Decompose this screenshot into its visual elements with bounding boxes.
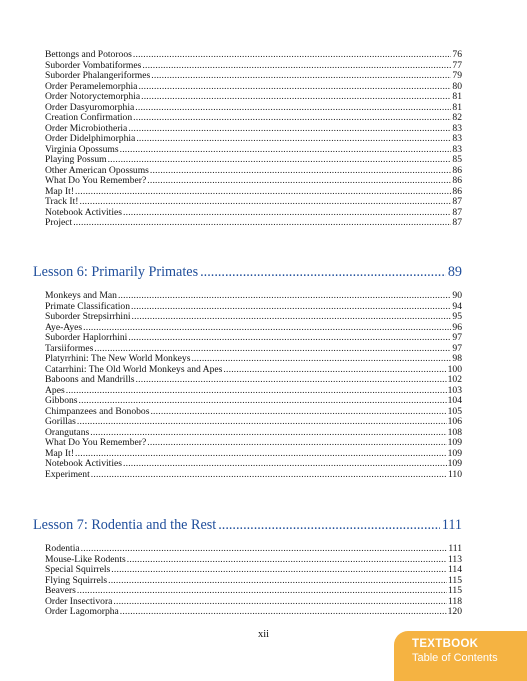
- toc-entry: [45, 576, 462, 587]
- page-folio: xii: [257, 629, 270, 640]
- tag-line-2: Table of Contents: [412, 652, 498, 664]
- toc-entry-title: Order Notoryctemorphia: [45, 91, 141, 102]
- dot-leader: [200, 263, 446, 281]
- toc-entry: [45, 176, 462, 187]
- lesson-title: Lesson 7: Rodentia and the Rest: [33, 517, 217, 533]
- toc-entry-title: Order Lagomorpha: [45, 606, 119, 617]
- toc-entry-page: 83: [452, 122, 462, 134]
- dot-leader: [138, 82, 451, 93]
- toc-block-lesson-7: [45, 544, 462, 618]
- toc-entry-title: Project: [45, 217, 73, 228]
- dot-leader: [128, 333, 451, 344]
- dot-leader: [123, 208, 451, 219]
- dot-leader: [81, 544, 448, 555]
- dot-leader: [133, 50, 452, 61]
- toc-entry-title: Suborder Phalangeriformes: [45, 70, 151, 81]
- toc-entry-page: 85: [452, 154, 462, 165]
- dot-leader: [120, 607, 447, 618]
- toc-entry-page: 109: [447, 458, 462, 469]
- dot-leader: [136, 375, 447, 386]
- toc-entry-page: 76: [452, 49, 462, 60]
- toc-entry: [45, 375, 462, 386]
- toc-entry-title: Creation Confirmation: [45, 112, 133, 123]
- toc-entry: [45, 291, 462, 302]
- toc-entry-page: 81: [452, 91, 462, 102]
- toc-entry-title: Experiment: [45, 468, 90, 480]
- dot-leader: [77, 417, 447, 428]
- toc-entry-title: Notebook Activities: [45, 206, 123, 218]
- dot-leader: [66, 386, 447, 397]
- toc-entry-title: Suborder Vombatiformes: [45, 59, 142, 71]
- toc-entry-page: 96: [452, 321, 462, 333]
- toc-entry-title: Order Dasyuromorphia: [45, 101, 135, 113]
- toc-entry-page: 118: [447, 595, 462, 607]
- toc-entry: [45, 544, 462, 555]
- toc-entry: [45, 565, 462, 576]
- dot-leader: [128, 124, 451, 135]
- dot-leader: [123, 459, 447, 470]
- dot-leader: [223, 365, 446, 376]
- toc-entry: [45, 459, 462, 470]
- dot-leader: [108, 576, 447, 587]
- toc-entry-page: 110: [447, 468, 462, 480]
- dot-leader: [191, 354, 451, 365]
- toc-entry-title: Order Peramelemorphia: [45, 80, 138, 92]
- tag-line-1: TEXTBOOK: [412, 638, 479, 650]
- toc-entry-title: Order Microbiotheria: [45, 122, 128, 134]
- dot-leader: [73, 218, 451, 229]
- toc-entry: [45, 470, 462, 481]
- toc-entry-page: 86: [452, 164, 462, 176]
- toc-entry-title: Order Didelphimorphia: [45, 133, 136, 144]
- toc-entry-page: 111: [448, 543, 462, 554]
- toc-entry: [45, 155, 462, 166]
- toc-entry: [45, 92, 462, 103]
- toc-entry-page: 102: [447, 374, 462, 385]
- toc-entry: [45, 145, 462, 156]
- toc-entry: [45, 396, 462, 407]
- toc-entry-page: 120: [447, 606, 462, 617]
- dot-leader: [147, 176, 451, 187]
- dot-leader: [132, 312, 452, 323]
- toc-entry-title: Track It!: [45, 196, 79, 207]
- toc-entry-title: Apes: [45, 384, 65, 396]
- toc-entry-page: 82: [452, 112, 462, 123]
- toc-entry-page: 80: [452, 80, 462, 92]
- dot-leader: [111, 565, 447, 576]
- toc-entry: [45, 312, 462, 323]
- toc-entry-title: Map It!: [45, 185, 75, 197]
- dot-leader: [135, 103, 451, 114]
- toc-entry: [45, 407, 462, 418]
- dot-leader: [142, 61, 451, 72]
- dot-leader: [147, 438, 446, 449]
- toc-entry-page: 83: [452, 133, 462, 144]
- toc-entry-title: Monkeys and Man: [45, 290, 117, 301]
- lesson-page-number: 89: [447, 264, 462, 280]
- toc-entry-title: Beavers: [45, 585, 76, 596]
- toc-entry-page: 97: [452, 332, 462, 343]
- toc-entry-page: 97: [452, 342, 462, 354]
- toc-entry-title: Gibbons: [45, 395, 78, 406]
- dot-leader: [118, 291, 451, 302]
- toc-entry-page: 94: [452, 300, 462, 312]
- lesson-page-number: 111: [441, 517, 462, 533]
- toc-entry-page: 108: [447, 426, 462, 438]
- toc-entry-title: Playing Possum: [45, 154, 107, 165]
- toc-entry-page: 113: [447, 553, 462, 565]
- dot-leader: [150, 407, 446, 418]
- toc-entry: [45, 197, 462, 208]
- toc-entry-title: What Do You Remember?: [45, 437, 147, 448]
- dot-leader: [150, 166, 451, 177]
- toc-entry-title: What Do You Remember?: [45, 175, 147, 186]
- dot-leader: [79, 197, 451, 208]
- toc-entry-page: 106: [447, 416, 462, 427]
- toc-entry: [45, 187, 462, 198]
- toc-entry-page: 109: [447, 447, 462, 459]
- lesson-6-heading: [33, 263, 462, 281]
- toc-entry-page: 109: [447, 437, 462, 448]
- toc-entry-title: Suborder Haplorrhini: [45, 332, 128, 343]
- dot-leader: [77, 586, 447, 597]
- toc-entry-title: Rodentia: [45, 543, 80, 554]
- toc-entry: [45, 386, 462, 397]
- dot-leader: [218, 516, 440, 534]
- textbook-toc-tag: [394, 631, 527, 681]
- toc-entry-page: 103: [447, 384, 462, 396]
- toc-entry-title: Tarsiiformes: [45, 342, 94, 354]
- toc-entry-page: 86: [452, 175, 462, 186]
- toc-entry-page: 98: [452, 353, 462, 364]
- toc-entry-title: Map It!: [45, 447, 75, 459]
- toc-entry: [45, 208, 462, 219]
- toc-entry-title: Mouse-Like Rodents: [45, 553, 126, 565]
- toc-entry: [45, 50, 462, 61]
- toc-entry-page: 114: [447, 564, 462, 575]
- dot-leader: [151, 71, 451, 82]
- toc-entry-title: Other American Opossums: [45, 164, 149, 176]
- toc-entry-page: 90: [452, 290, 462, 301]
- dot-leader: [131, 302, 451, 313]
- toc-entry-title: Primate Classification: [45, 300, 130, 312]
- toc-entry-page: 83: [452, 143, 462, 155]
- toc-entry: [45, 134, 462, 145]
- toc-entry-page: 79: [452, 70, 462, 81]
- toc-entry: [45, 607, 462, 618]
- toc-block-lesson-6: [45, 291, 462, 480]
- toc-block-lesson-5: [45, 50, 462, 229]
- toc-entry-page: 81: [452, 101, 462, 113]
- toc-entry-page: 77: [452, 59, 462, 71]
- toc-entry-title: Flying Squirrels: [45, 574, 108, 586]
- dot-leader: [91, 470, 447, 481]
- dot-leader: [79, 396, 447, 407]
- dot-leader: [120, 145, 452, 156]
- toc-entry-title: Chimpanzees and Bonobos: [45, 405, 150, 417]
- toc-entry: [45, 71, 462, 82]
- toc-entry-title: Aye-Ayes: [45, 321, 83, 333]
- dot-leader: [75, 449, 447, 460]
- toc-entry: [45, 438, 462, 449]
- toc-entry-page: 87: [452, 206, 462, 218]
- toc-entry-title: Catarrhini: The Old World Monkeys and Apes: [45, 363, 223, 375]
- toc-entry: [45, 333, 462, 344]
- toc-entry-title: Notebook Activities: [45, 458, 123, 469]
- toc-entry-title: Virginia Opossums: [45, 143, 119, 155]
- toc-entry-title: Baboons and Mandrills: [45, 374, 135, 385]
- toc-entry-title: Gorillas: [45, 416, 76, 427]
- toc-entry-page: 86: [452, 185, 462, 197]
- toc-entry-page: 100: [447, 363, 462, 375]
- toc-entry-page: 105: [447, 405, 462, 417]
- toc-entry-title: Special Squirrels: [45, 564, 111, 575]
- toc-entry: [45, 113, 462, 124]
- lesson-7-heading: [33, 516, 462, 534]
- toc-entry-page: 95: [452, 311, 462, 322]
- dot-leader: [136, 134, 451, 145]
- toc-entry-title: Suborder Strepsirrhini: [45, 311, 131, 322]
- dot-leader: [83, 323, 451, 334]
- toc-entry: [45, 586, 462, 597]
- dot-leader: [108, 155, 452, 166]
- toc-entry-page: 115: [447, 585, 462, 596]
- dot-leader: [113, 597, 447, 608]
- toc-entry-title: Platyrrhini: The New World Monkeys: [45, 353, 191, 364]
- dot-leader: [127, 555, 447, 566]
- lesson-title: Lesson 6: Primarily Primates: [33, 264, 199, 280]
- toc-entry: [45, 354, 462, 365]
- toc-entry-title: Orangutans: [45, 426, 90, 438]
- dot-leader: [141, 92, 451, 103]
- dot-leader: [133, 113, 451, 124]
- toc-entry-page: 115: [447, 574, 462, 586]
- toc-entry-page: 87: [452, 196, 462, 207]
- toc-entry: [45, 417, 462, 428]
- toc-entry: [45, 218, 462, 229]
- dot-leader: [75, 187, 451, 198]
- toc-entry-page: 87: [452, 217, 462, 228]
- toc-entry-page: 104: [447, 395, 462, 406]
- toc-entry-title: Order Insectivora: [45, 595, 113, 607]
- toc-entry-title: Bettongs and Potoroos: [45, 49, 132, 60]
